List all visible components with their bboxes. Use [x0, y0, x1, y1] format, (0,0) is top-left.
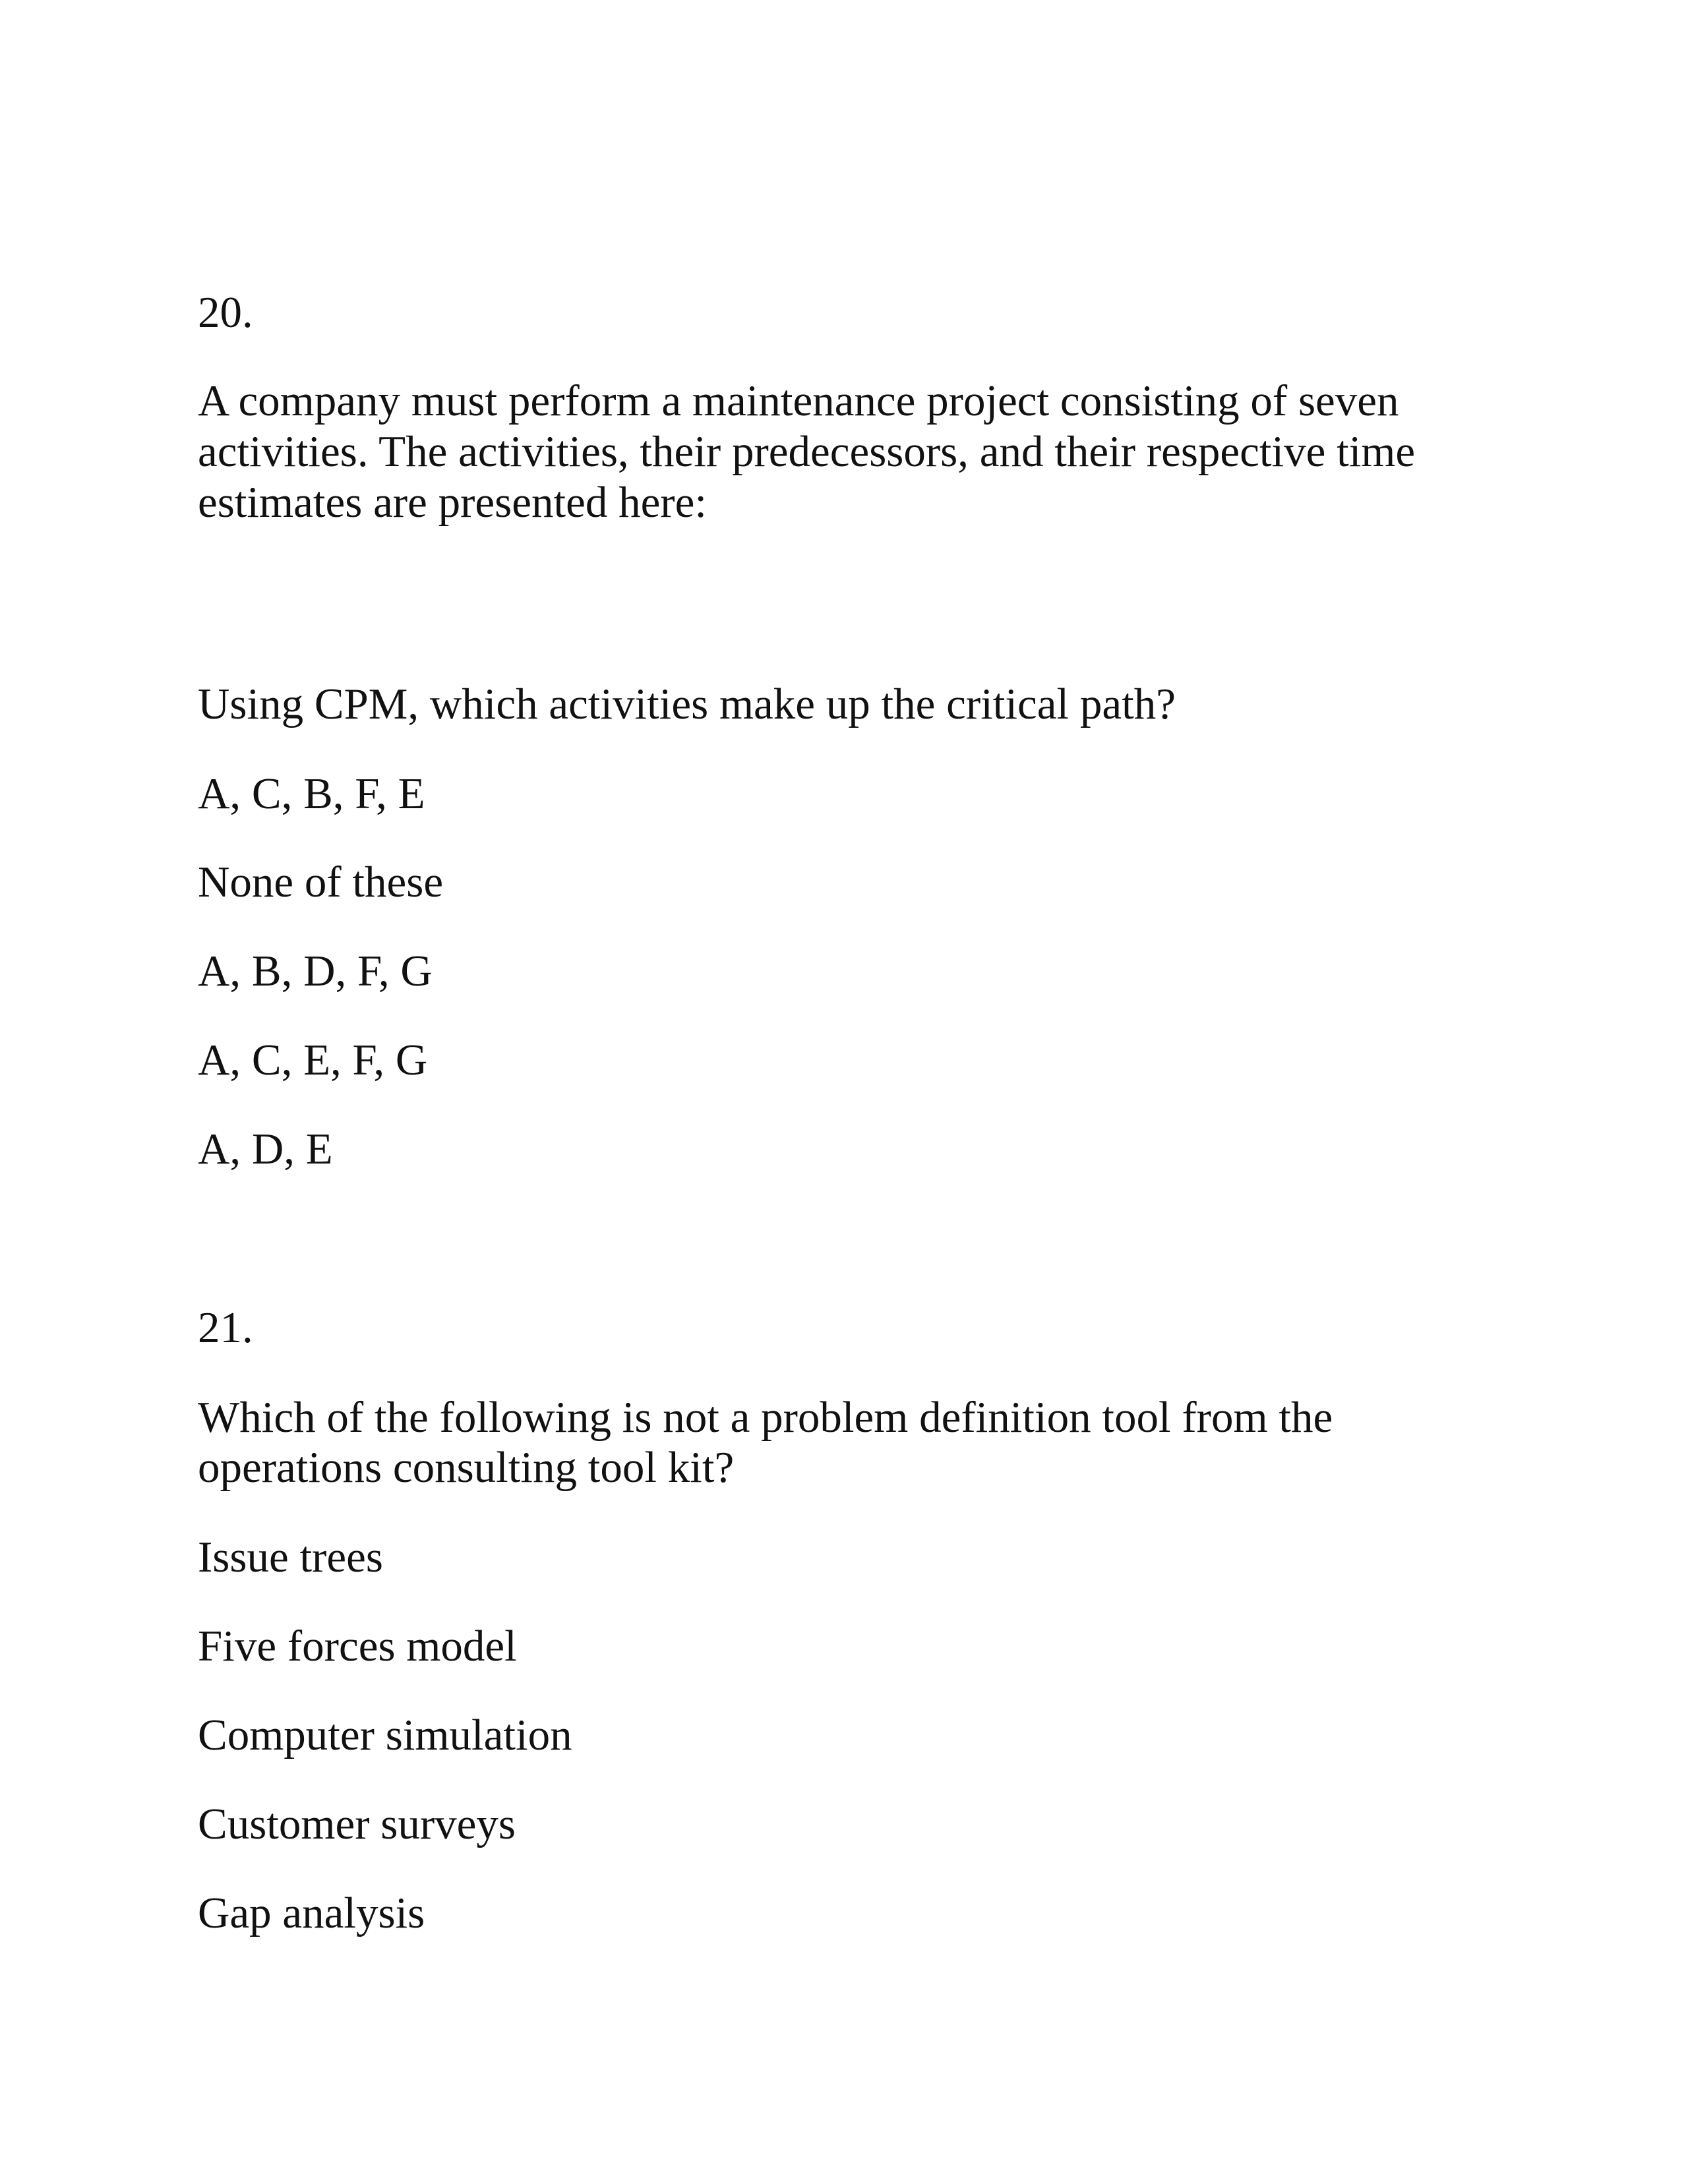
answer-option[interactable]: A, C, E, F, G [198, 1036, 428, 1084]
answer-option[interactable]: Issue trees [198, 1533, 383, 1581]
question-number: 21. [198, 1303, 253, 1352]
answer-option[interactable]: A, C, B, F, E [198, 769, 425, 818]
answer-option[interactable]: A, D, E [198, 1125, 333, 1173]
prompt-line: Which of the following is not a problem definition tool from the [198, 1393, 1333, 1442]
answer-option[interactable]: Gap analysis [198, 1889, 425, 1937]
answer-option[interactable]: Computer simulation [198, 1711, 572, 1759]
question-text: Using CPM, which activities make up the critical path? [198, 680, 1176, 728]
prompt-line: A company must perform a maintenance project consisting of seven [198, 376, 1399, 425]
prompt-line: estimates are presented here: [198, 478, 707, 527]
answer-option[interactable]: None of these [198, 858, 444, 906]
answer-option[interactable]: Customer surveys [198, 1800, 516, 1848]
prompt-line: activities. The activities, their predecessors, and their respective time [198, 427, 1416, 476]
answer-option[interactable]: Five forces model [198, 1622, 517, 1670]
prompt-line: operations consulting tool kit? [198, 1443, 735, 1492]
answer-option[interactable]: A, B, D, F, G [198, 947, 433, 995]
question-number: 20. [198, 288, 253, 337]
